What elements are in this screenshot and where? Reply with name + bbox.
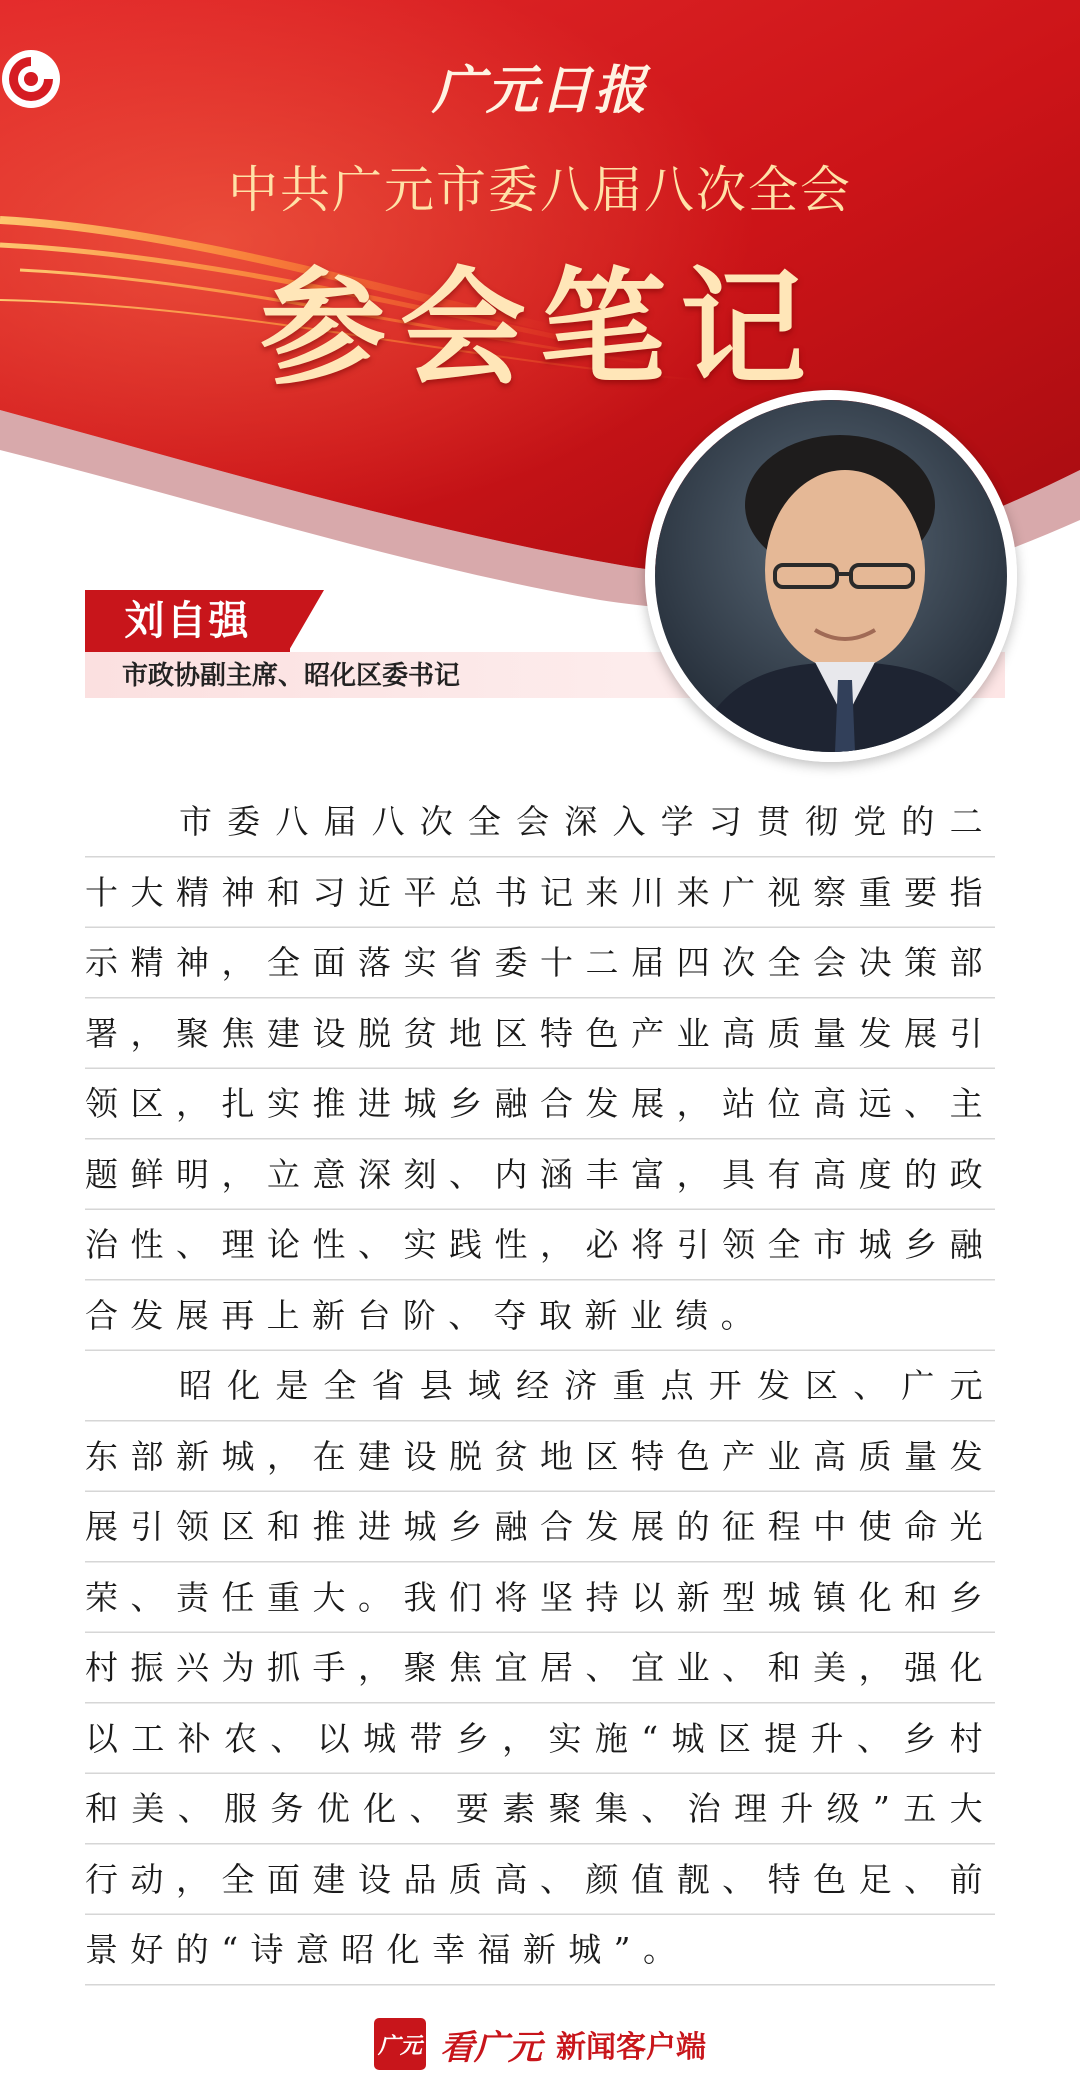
- avatar: [645, 390, 1017, 762]
- session-subtitle: 中共广元市委八届八次全会: [228, 161, 852, 219]
- footer-logo-icon: 广元: [374, 2018, 426, 2070]
- article-paragraph-1: 市委八届八次全会深入学习贯彻党的二十大精神和习近平总书记来川来广视察重要指示精神，全面落实省委十二届四次全会决策部署，聚焦建设脱贫地区特色产业高质量发展引领区，扎实推进城乡融合发展，站位高远、主题鲜明，立意深刻、内涵丰富，具有高度的政治性、理论性、实践性，必将引领全市城乡融合发展再上新台阶、夺取新业绩。: [85, 787, 995, 1351]
- swirl-logo-icon: [0, 48, 62, 110]
- footer-sub-text: 新闻客户端: [556, 2030, 706, 2065]
- person-name: 刘自强: [124, 598, 251, 644]
- portrait-photo: [655, 400, 1007, 752]
- article-body: [85, 787, 995, 1986]
- page-title: 参会笔记: [260, 254, 820, 402]
- footer-brand-text: 看广元: [440, 2027, 542, 2068]
- newspaper-logo: [0, 48, 1080, 123]
- footer-brand-bar: [0, 2018, 1080, 2070]
- article-paragraph-2: 昭化是全省县域经济重点开发区、广元东部新城，在建设脱贫地区特色产业高质量发展引领区和推进城乡融合发展的征程中使命光荣、责任重大。我们将坚持以新型城镇化和乡村振兴为抓手，聚焦宜居、宜业、和美，强化以工补农、以城带乡，实施“城区提升、乡村和美、服务优化、要素聚集、治理升级”五大行动，全面建设品质高、颜值靓、特色足、前景好的“诗意昭化幸福新城”。: [85, 1351, 995, 1986]
- logo-text: 广元日报: [431, 60, 648, 121]
- person-position: 市政协副主席、昭化区委书记: [122, 661, 461, 691]
- name-tag-tail: [288, 590, 324, 652]
